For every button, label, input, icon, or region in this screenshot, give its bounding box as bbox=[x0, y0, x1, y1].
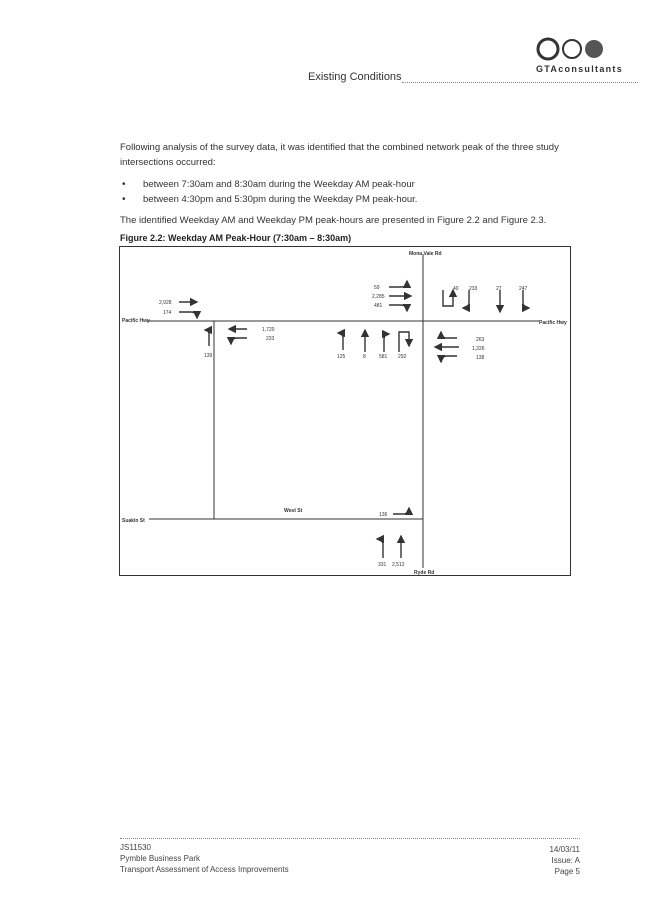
logo-ring-left-icon bbox=[538, 39, 558, 59]
volume-ryde-through: 2,512 bbox=[392, 562, 405, 568]
volume-north-right: 59 bbox=[374, 285, 380, 291]
volume-east-side-through: 27 bbox=[496, 286, 502, 292]
footer-job-number: JS11530 bbox=[120, 843, 151, 852]
intro-paragraph: Following analysis of the survey data, it was identified that the combined network peak of the three study intersections occurred: bbox=[120, 142, 559, 168]
volume-mid-left: 233 bbox=[266, 336, 275, 342]
footer-rule bbox=[120, 838, 580, 839]
volume-east-side-right: 247 bbox=[519, 286, 528, 292]
arrow-left-turn-north-icon bbox=[389, 305, 407, 311]
footer-date: 14/03/11 bbox=[549, 845, 580, 854]
figure-reference-statement: The identified Weekday AM and Weekday PM peak-hours are presented in Figure 2.2 and Figure 2.3. bbox=[120, 215, 547, 226]
intersection-diagram bbox=[119, 246, 571, 576]
volume-ryde-left: 331 bbox=[378, 562, 387, 568]
volume-east-side-uturn: 40 bbox=[453, 286, 459, 292]
volume-south-uturn: 292 bbox=[398, 354, 407, 360]
arrow-left-turn-east-side-icon bbox=[463, 290, 469, 308]
footer-page-number: Page 5 bbox=[554, 867, 580, 876]
arrow-uturn-south-icon bbox=[399, 332, 409, 352]
volume-east-through: 1,326 bbox=[472, 346, 485, 352]
volume-east-side-left: 233 bbox=[469, 286, 478, 292]
logo-ring-middle-icon bbox=[563, 40, 581, 58]
volume-south-right: 581 bbox=[379, 354, 388, 360]
road-label-west-st: West St bbox=[284, 508, 303, 514]
header-rule bbox=[402, 82, 638, 83]
company-logo bbox=[528, 36, 608, 62]
arrow-left-turn-ryde-icon bbox=[377, 539, 383, 558]
bullet-item-1: between 7:30am and 8:30am during the Weekday AM peak-hour bbox=[143, 179, 415, 190]
arrow-left-turn-south-icon bbox=[338, 333, 343, 350]
bullet-marker-1: • bbox=[122, 179, 126, 190]
road-label-pacific-left: Pacific Hwy bbox=[122, 318, 150, 324]
bullet-marker-2: • bbox=[122, 194, 126, 205]
road-label-pacific-right: Pacific Hwy bbox=[539, 320, 567, 326]
road-label-ryde-rd: Ryde Rd bbox=[414, 570, 435, 576]
arrow-uturn-east-side-icon bbox=[443, 290, 453, 306]
volume-east-left: 263 bbox=[476, 337, 485, 343]
diagram-frame bbox=[120, 247, 571, 576]
footer-project-name: Pymble Business Park bbox=[120, 854, 201, 863]
arrow-left-turn-east-approach-icon bbox=[441, 332, 457, 338]
arrow-right-turn-east-side-icon bbox=[523, 290, 529, 308]
volume-west-right: 174 bbox=[163, 310, 172, 316]
volume-west-through: 2,928 bbox=[159, 300, 172, 306]
arrow-right-turn-west-st-icon bbox=[393, 508, 409, 514]
logo-text: GTAconsultants bbox=[536, 64, 624, 74]
road-label-suakin-st: Suakin St bbox=[122, 518, 145, 524]
section-title: Existing Conditions bbox=[308, 71, 402, 83]
volume-south-through: 8 bbox=[363, 354, 366, 360]
volume-west-left-turn: 139 bbox=[204, 353, 213, 359]
road-label-mona-vale: Mona Vale Rd bbox=[409, 251, 442, 257]
arrow-left-turn-mid-icon bbox=[231, 338, 247, 344]
arrow-right-turn-east-approach-icon bbox=[441, 356, 457, 362]
volume-north-left: 481 bbox=[374, 303, 383, 309]
figure-caption: Figure 2.2: Weekday AM Peak-Hour (7:30am – 8:30am) bbox=[120, 233, 352, 243]
bullet-item-2: between 4:30pm and 5:30pm during the Weekday PM peak-hour. bbox=[143, 194, 418, 205]
volume-east-right: 138 bbox=[476, 355, 485, 361]
arrow-left-turn-west-st-icon bbox=[205, 330, 209, 346]
arrow-right-turn-south-icon bbox=[384, 334, 389, 352]
footer-issue: Issue: A bbox=[551, 856, 580, 865]
volume-west-st-right: 136 bbox=[379, 512, 388, 518]
volume-north-through: 2,285 bbox=[372, 294, 385, 300]
footer-report-title: Transport Assessment of Access Improvements bbox=[120, 865, 289, 874]
volume-mid-through: 1,720 bbox=[262, 327, 275, 333]
volume-south-left: 125 bbox=[337, 354, 346, 360]
arrow-right-turn-icon bbox=[179, 312, 197, 318]
logo-dot-right-icon bbox=[585, 40, 603, 58]
arrow-right-turn-north-icon bbox=[389, 281, 407, 287]
